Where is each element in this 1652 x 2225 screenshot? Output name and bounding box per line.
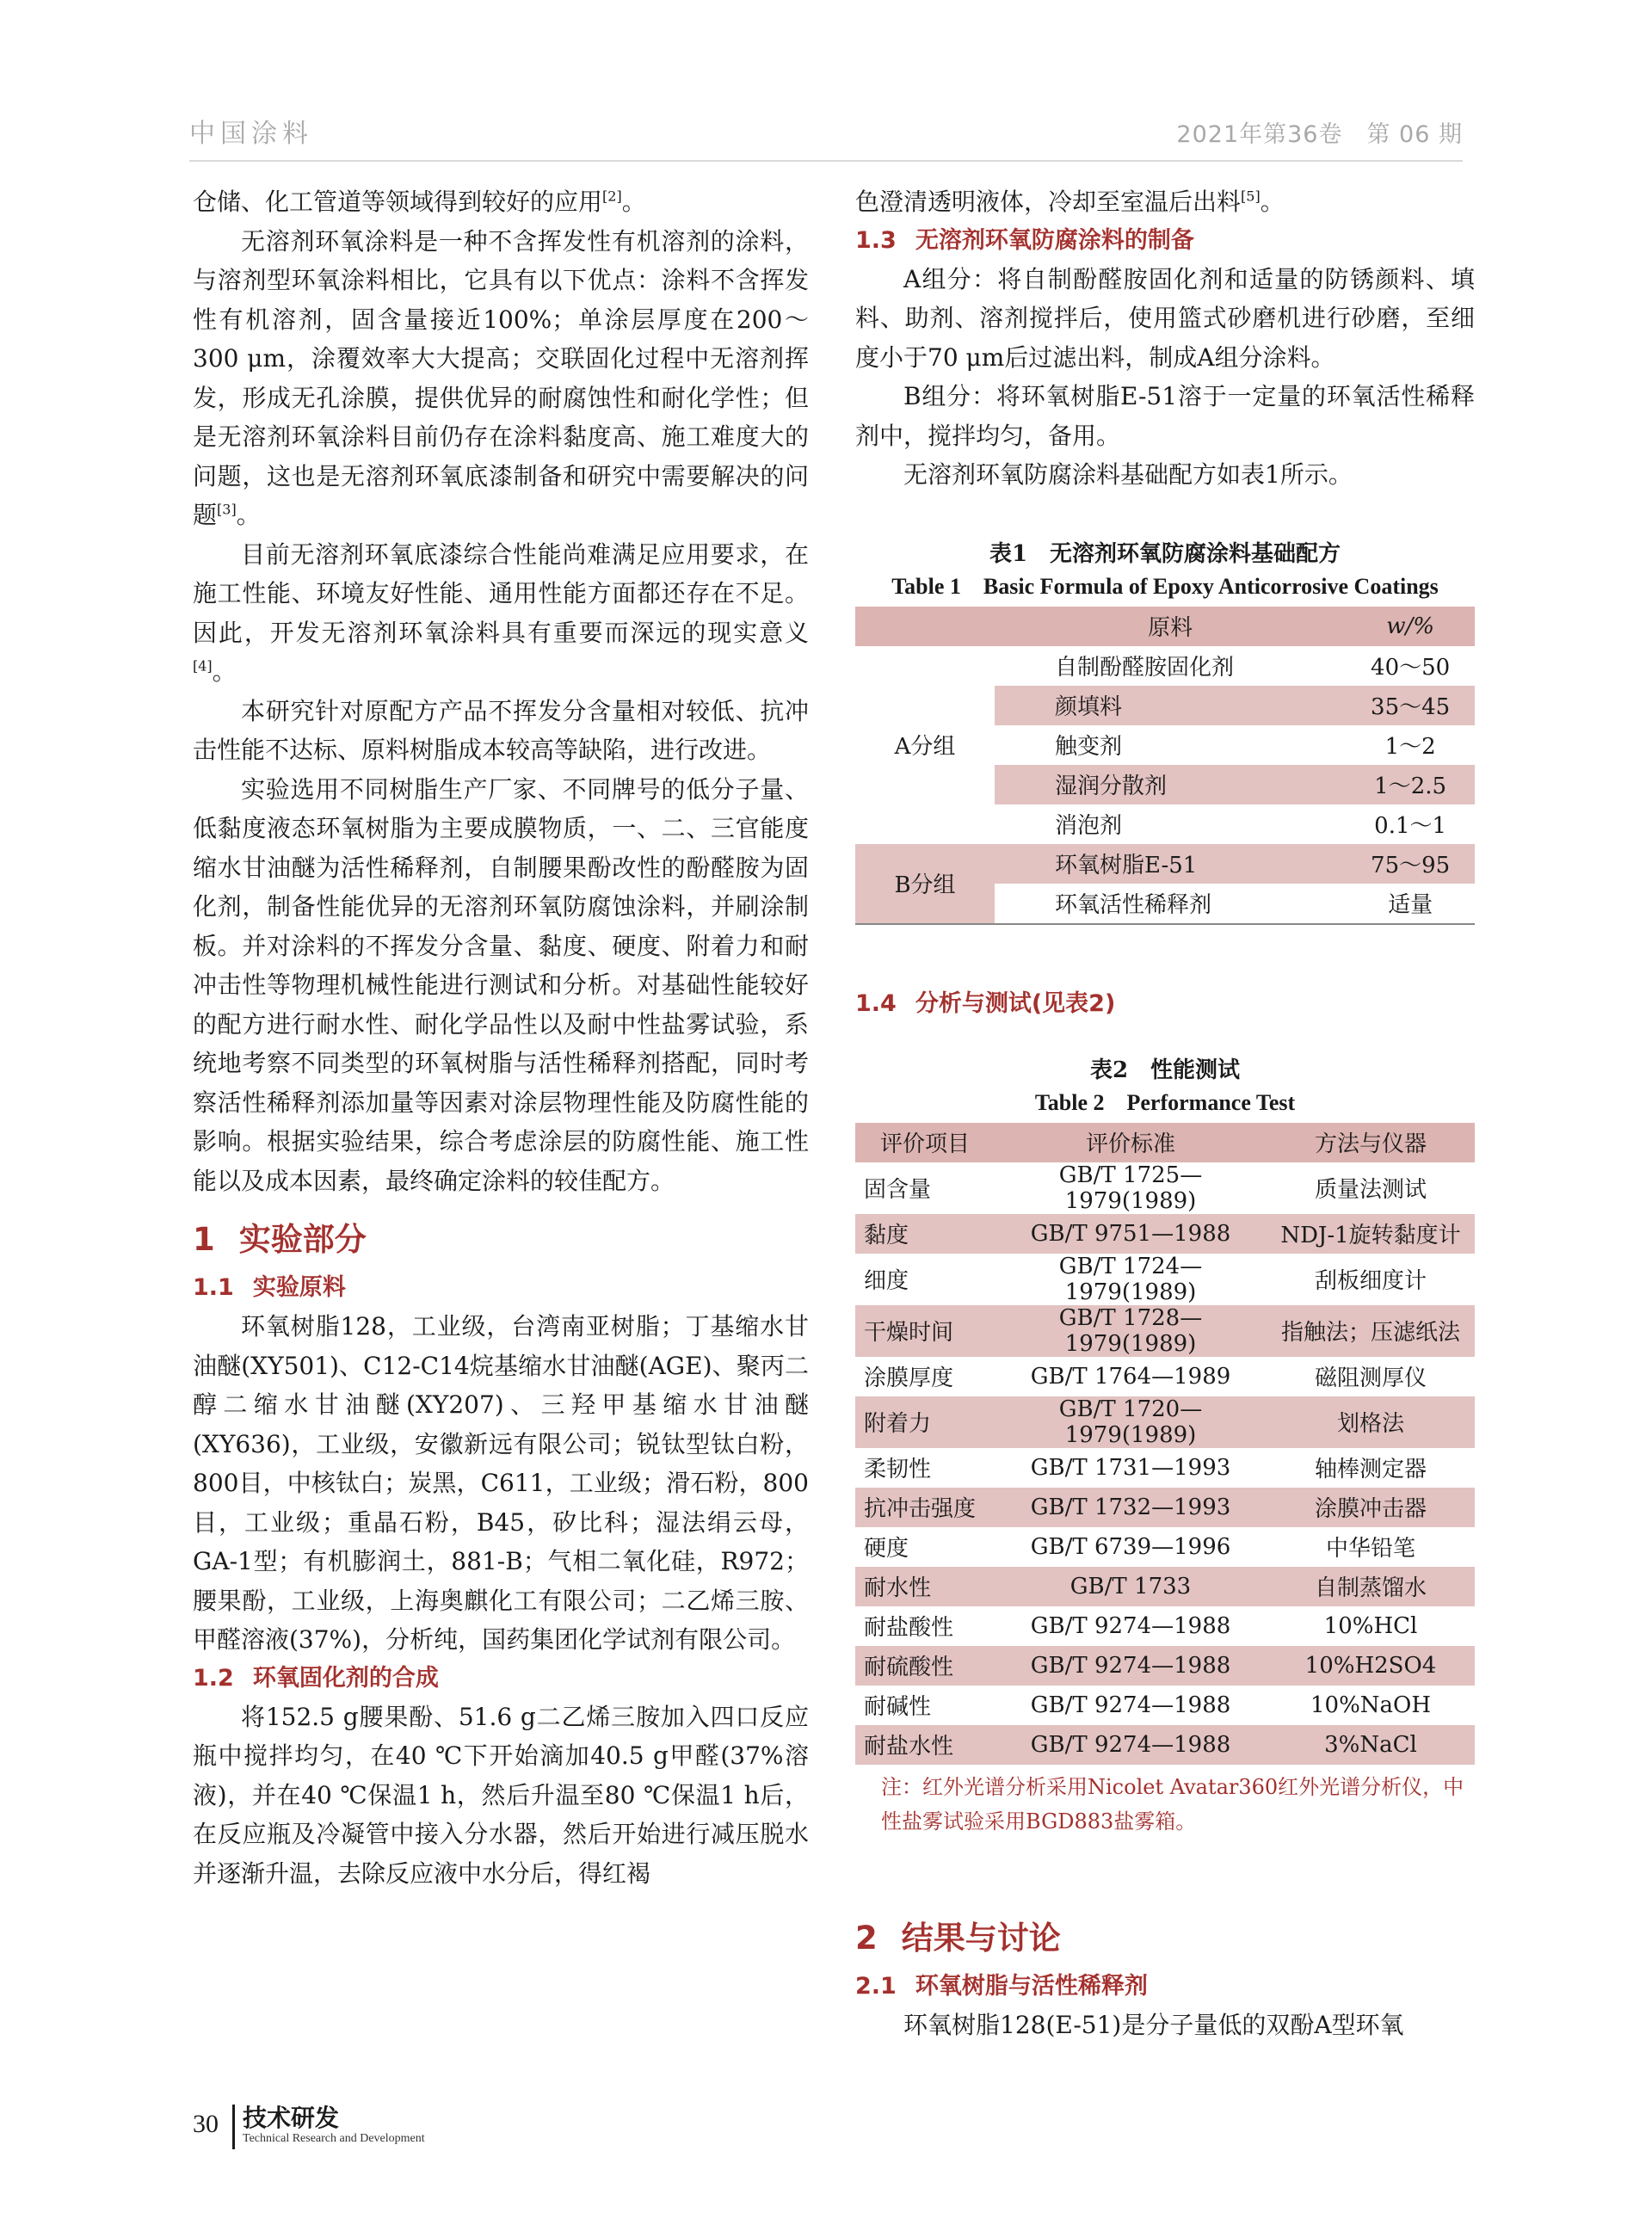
table2 — [855, 1123, 1475, 1765]
paragraph: 环氧树脂128，工业级，台湾南亚树脂；丁基缩水甘油醚(XY501)、C12-C14烷基缩水甘油醚(AGE)、聚丙二醇二缩水甘油醚(XY207)、三羟甲基缩水甘油醚(XY636)，工业级，安徽新远有限公司；锐钛型钛白粉，800目，中核钛白；炭黑，C611，工业级；滑石粉，800目，工业级；重晶石粉，B45，矽比科；湿法绢云母，GA-1型；有机膨润土，881-B；气相二氧化硅，R972；腰果酚，工业级，上海奥麒化工有限公司；二乙烯三胺、甲醛溶液(37%)，分析纯，国药集团化学试剂有限公司。 — [193, 1312, 809, 1654]
paragraph: 本研究针对原配方产品不挥发分含量相对较低、抗冲击性能不达标、原料树脂成本较高等缺陷，进行改进。 — [193, 696, 809, 764]
table-cell: NDJ-1旋转黏度计 — [1280, 1223, 1461, 1248]
paragraph: 将152.5 g腰果酚、51.6 g二乙烯三胺加入四口反应瓶中搅拌均匀，在40 ℃下开始滴加40.5 g甲醛(37%溶液)，并在40 ℃保温1 h，然后升温至80 ℃保温1 h后，在反应瓶及冷凝管中接入分水器，然后开始进行减压脱水并逐渐升温，去除反应液中水分后，得红褐 — [193, 1702, 809, 1888]
table-row — [855, 1254, 1475, 1305]
table-cell: 1～2 — [1384, 734, 1436, 760]
table-cell: 触变剂 — [1055, 734, 1123, 760]
table-row — [855, 1305, 1475, 1357]
table-header-cell: 评价标准 — [995, 1123, 1267, 1162]
table-cell: 刮板细度计 — [1314, 1268, 1427, 1294]
table-header-cell: w/% — [1346, 607, 1475, 646]
paragraph: 目前无溶剂环氧底漆综合性能尚难满足应用要求，在施工性能、环境友好性能、通用性能方面都还存在不足。因此，开发无溶剂环氧涂料具有重要而深远的现实意义[4]。 — [193, 539, 809, 686]
table-cell: 环氧活性稀释剂 — [1055, 892, 1212, 918]
table-cell: 10%HCl — [1323, 1612, 1418, 1639]
table-cell: GB/T 9274—1988 — [1030, 1612, 1231, 1639]
table-row — [855, 1725, 1475, 1765]
table1 — [855, 607, 1475, 925]
subsection-heading: 1.4 分析与测试(见表2) — [855, 989, 1116, 1017]
table-cell: 适量 — [1388, 892, 1433, 918]
issue-info: 2021年第36卷 第 06 期 — [1176, 121, 1463, 148]
table-cell: 35～45 — [1371, 694, 1451, 720]
subsection-heading: 1.2 环氧固化剂的合成 — [193, 1664, 439, 1692]
table-cell: 固含量 — [864, 1177, 932, 1203]
table-cell: GB/T 9274—1988 — [1030, 1692, 1231, 1718]
table-cell: GB/T 1731—1993 — [1030, 1454, 1231, 1481]
table-cell: GB/T 1728—1979(1989) — [1058, 1304, 1203, 1357]
table-row — [855, 1448, 1475, 1488]
table-cell: 划格法 — [1336, 1411, 1404, 1437]
journal-name: 中国涂料 — [189, 119, 313, 149]
table-cell: GB/T 1720—1979(1989) — [1058, 1396, 1203, 1448]
table-cell: 40～50 — [1371, 655, 1451, 681]
table-row — [855, 1357, 1475, 1396]
table1-caption-cn: 表1 无溶剂环氧防腐涂料基础配方 — [989, 540, 1341, 567]
citation: [4] — [193, 657, 213, 675]
table-cell: 1～2.5 — [1374, 774, 1447, 799]
table-cell: 75～95 — [1371, 853, 1451, 878]
table-row — [855, 1606, 1475, 1646]
table-cell: 轴棒测定器 — [1314, 1457, 1427, 1482]
table-header-row — [855, 1123, 1475, 1162]
table-cell: GB/T 9274—1988 — [1030, 1731, 1231, 1758]
table2-caption-cn: 表2 性能测试 — [1089, 1057, 1241, 1083]
table-cell: 干燥时间 — [864, 1320, 954, 1346]
header-divider — [189, 160, 1463, 162]
section-heading: 2 结果与讨论 — [855, 1919, 1061, 1957]
subsection-heading: 1.3 无溶剂环氧防腐涂料的制备 — [855, 226, 1194, 254]
table-cell: 质量法测试 — [1314, 1177, 1427, 1203]
table-header-cell: 原料 — [995, 607, 1346, 646]
table-cell: 耐硫酸性 — [864, 1655, 954, 1680]
table-cell: 中华铅笔 — [1325, 1536, 1415, 1562]
table-cell: 指触法；压滤纸法 — [1280, 1320, 1460, 1346]
table-cell: GB/T 1725—1979(1989) — [1058, 1162, 1203, 1214]
table-row — [855, 1214, 1475, 1254]
paragraph: 无溶剂环氧防腐涂料基础配方如表1所示。 — [903, 460, 1353, 489]
paragraph: 无溶剂环氧涂料是一种不含挥发性有机溶剂的涂料，与溶剂型环氧涂料相比，它具有以下优点：涂料不含挥发性有机溶剂，固含量接近100%；单涂层厚度在200～300 μm，涂覆效率大大提高；交联固化过程中无溶剂挥发，形成无孔涂膜，提供优异的耐腐蚀性和耐化学性；但是无溶剂环氧涂料目前仍存在涂料黏度高、施工难度大的问题，这也是无溶剂环氧底漆制备和研究中需要解决的问题[3]。 — [193, 226, 809, 529]
group-cell: A分组 — [894, 734, 956, 760]
table-cell: GB/T 9274—1988 — [1030, 1652, 1231, 1679]
table-row — [855, 1396, 1475, 1448]
table-cell: 0.1～1 — [1374, 813, 1447, 839]
table2-caption-en: Table 2 Performance Test — [1034, 1089, 1296, 1115]
paragraph: 实验选用不同树脂生产厂家、不同牌号的低分子量、低黏度液态环氧树脂为主要成膜物质，一、二、三官能度缩水甘油醚为活性稀释剂，自制腰果酚改性的酚醛胺为固化剂，制备性能优异的无溶剂环氧防腐蚀涂料，并刷涂制板。并对涂料的不挥发分含量、黏度、硬度、附着力和耐冲击性等物理机械性能进行测试和分析。对基础性能较好的配方进行耐水性、耐化学品性以及耐中性盐雾试验，系统地考察不同类型的环氧树脂与活性稀释剂搭配，同时考察活性稀释剂添加量等因素对涂层物理性能及防腐性能的影响。根据实验结果，综合考虑涂层的防腐性能、施工性能以及成本因素，最终确定涂料的较佳配方。 — [193, 774, 809, 1195]
page-number: 30 — [193, 2110, 219, 2138]
table-cell: 消泡剂 — [1055, 813, 1123, 839]
table-cell: GB/T 1764—1989 — [1030, 1363, 1231, 1390]
table-cell: 黏度 — [864, 1223, 909, 1248]
table-header-row — [855, 607, 1475, 646]
table-row — [855, 1686, 1475, 1725]
subsection-heading: 2.1 环氧树脂与活性稀释剂 — [855, 1972, 1148, 2000]
table-cell: 颜填料 — [1055, 694, 1123, 720]
section-heading: 1 实验部分 — [193, 1221, 367, 1258]
table-cell: 10%NaOH — [1310, 1692, 1432, 1718]
table-cell: 柔韧性 — [864, 1457, 932, 1482]
table-cell: 耐盐酸性 — [864, 1615, 954, 1641]
paragraph: 环氧树脂128(E-51)是分子量低的双酚A型环氧 — [903, 2010, 1404, 2039]
table-row — [855, 1567, 1475, 1606]
table-cell: 自制酚醛胺固化剂 — [1055, 655, 1235, 681]
table-cell: 涂膜厚度 — [864, 1365, 954, 1391]
table-header-cell: 评价项目 — [855, 1123, 995, 1162]
table-row — [855, 1162, 1475, 1214]
citation: [5] — [1241, 188, 1261, 205]
table-cell: 3%NaCl — [1324, 1731, 1417, 1758]
group-cell: B分组 — [855, 844, 995, 924]
citation: [2] — [602, 188, 622, 205]
table-cell: 硬度 — [864, 1536, 909, 1562]
table-cell: 湿润分散剂 — [1055, 774, 1168, 799]
right-column — [855, 182, 1475, 2044]
paragraph: 仓储、化工管道等领域得到较好的应用[2]。 — [193, 188, 646, 216]
table-row — [855, 1527, 1475, 1567]
table-cell: 10%H2SO4 — [1304, 1652, 1437, 1679]
table-row — [855, 844, 1475, 884]
table-cell: 环氧树脂E-51 — [1055, 853, 1198, 878]
table-cell: GB/T 1733 — [1069, 1573, 1192, 1599]
footer-section-cn: 技术研发 — [243, 2104, 340, 2132]
table-row — [855, 1646, 1475, 1686]
table-cell: GB/T 9751—1988 — [1030, 1220, 1231, 1247]
table-cell: 耐水性 — [864, 1575, 932, 1601]
left-column — [193, 182, 809, 1893]
table1-caption-en: Table 1 Basic Formula of Epoxy Anticorrosive Coatings — [891, 573, 1439, 599]
table-cell: 自制蒸馏水 — [1314, 1575, 1427, 1601]
table-cell: GB/T 1724—1979(1989) — [1058, 1253, 1203, 1305]
table-cell: 耐碱性 — [864, 1694, 932, 1720]
table-cell: GB/T 1732—1993 — [1030, 1494, 1231, 1520]
table-cell: 抗冲击强度 — [864, 1496, 977, 1522]
citation: [3] — [217, 501, 237, 518]
paragraph: 色澄清透明液体，冷却至室温后出料[5]。 — [855, 188, 1285, 216]
table-cell: 耐盐水性 — [864, 1734, 954, 1760]
paragraph: B组分：将环氧树脂E-51溶于一定量的环氧活性稀释剂中，搅拌均匀，备用。 — [855, 382, 1475, 450]
table-cell: 磁阻测厚仪 — [1314, 1365, 1427, 1391]
footer-section-en: Technical Research and Development — [243, 2132, 425, 2145]
table-header-cell: 方法与仪器 — [1267, 1123, 1475, 1162]
subsection-heading: 1.1 实验原料 — [193, 1274, 346, 1301]
table-cell: 附着力 — [864, 1411, 932, 1437]
table-note: 注：红外光谱分析采用Nicolet Avatar360红外光谱分析仪，中性盐雾试验采用BGD883盐雾箱。 — [881, 1774, 1464, 1834]
table-cell: GB/T 6739—1996 — [1030, 1533, 1231, 1560]
table-header-cell — [855, 607, 995, 646]
paragraph: A组分：将自制酚醛胺固化剂和适量的防锈颜料、填料、助剂、溶剂搅拌后，使用篮式砂磨机进行砂磨，至细度小于70 μm后过滤出料，制成A组分涂料。 — [855, 264, 1475, 372]
table-row — [855, 1488, 1475, 1527]
table-cell: 涂膜冲击器 — [1314, 1496, 1427, 1522]
table-row — [855, 646, 1475, 686]
table-cell: 细度 — [864, 1268, 909, 1294]
footer-divider — [232, 2105, 235, 2149]
